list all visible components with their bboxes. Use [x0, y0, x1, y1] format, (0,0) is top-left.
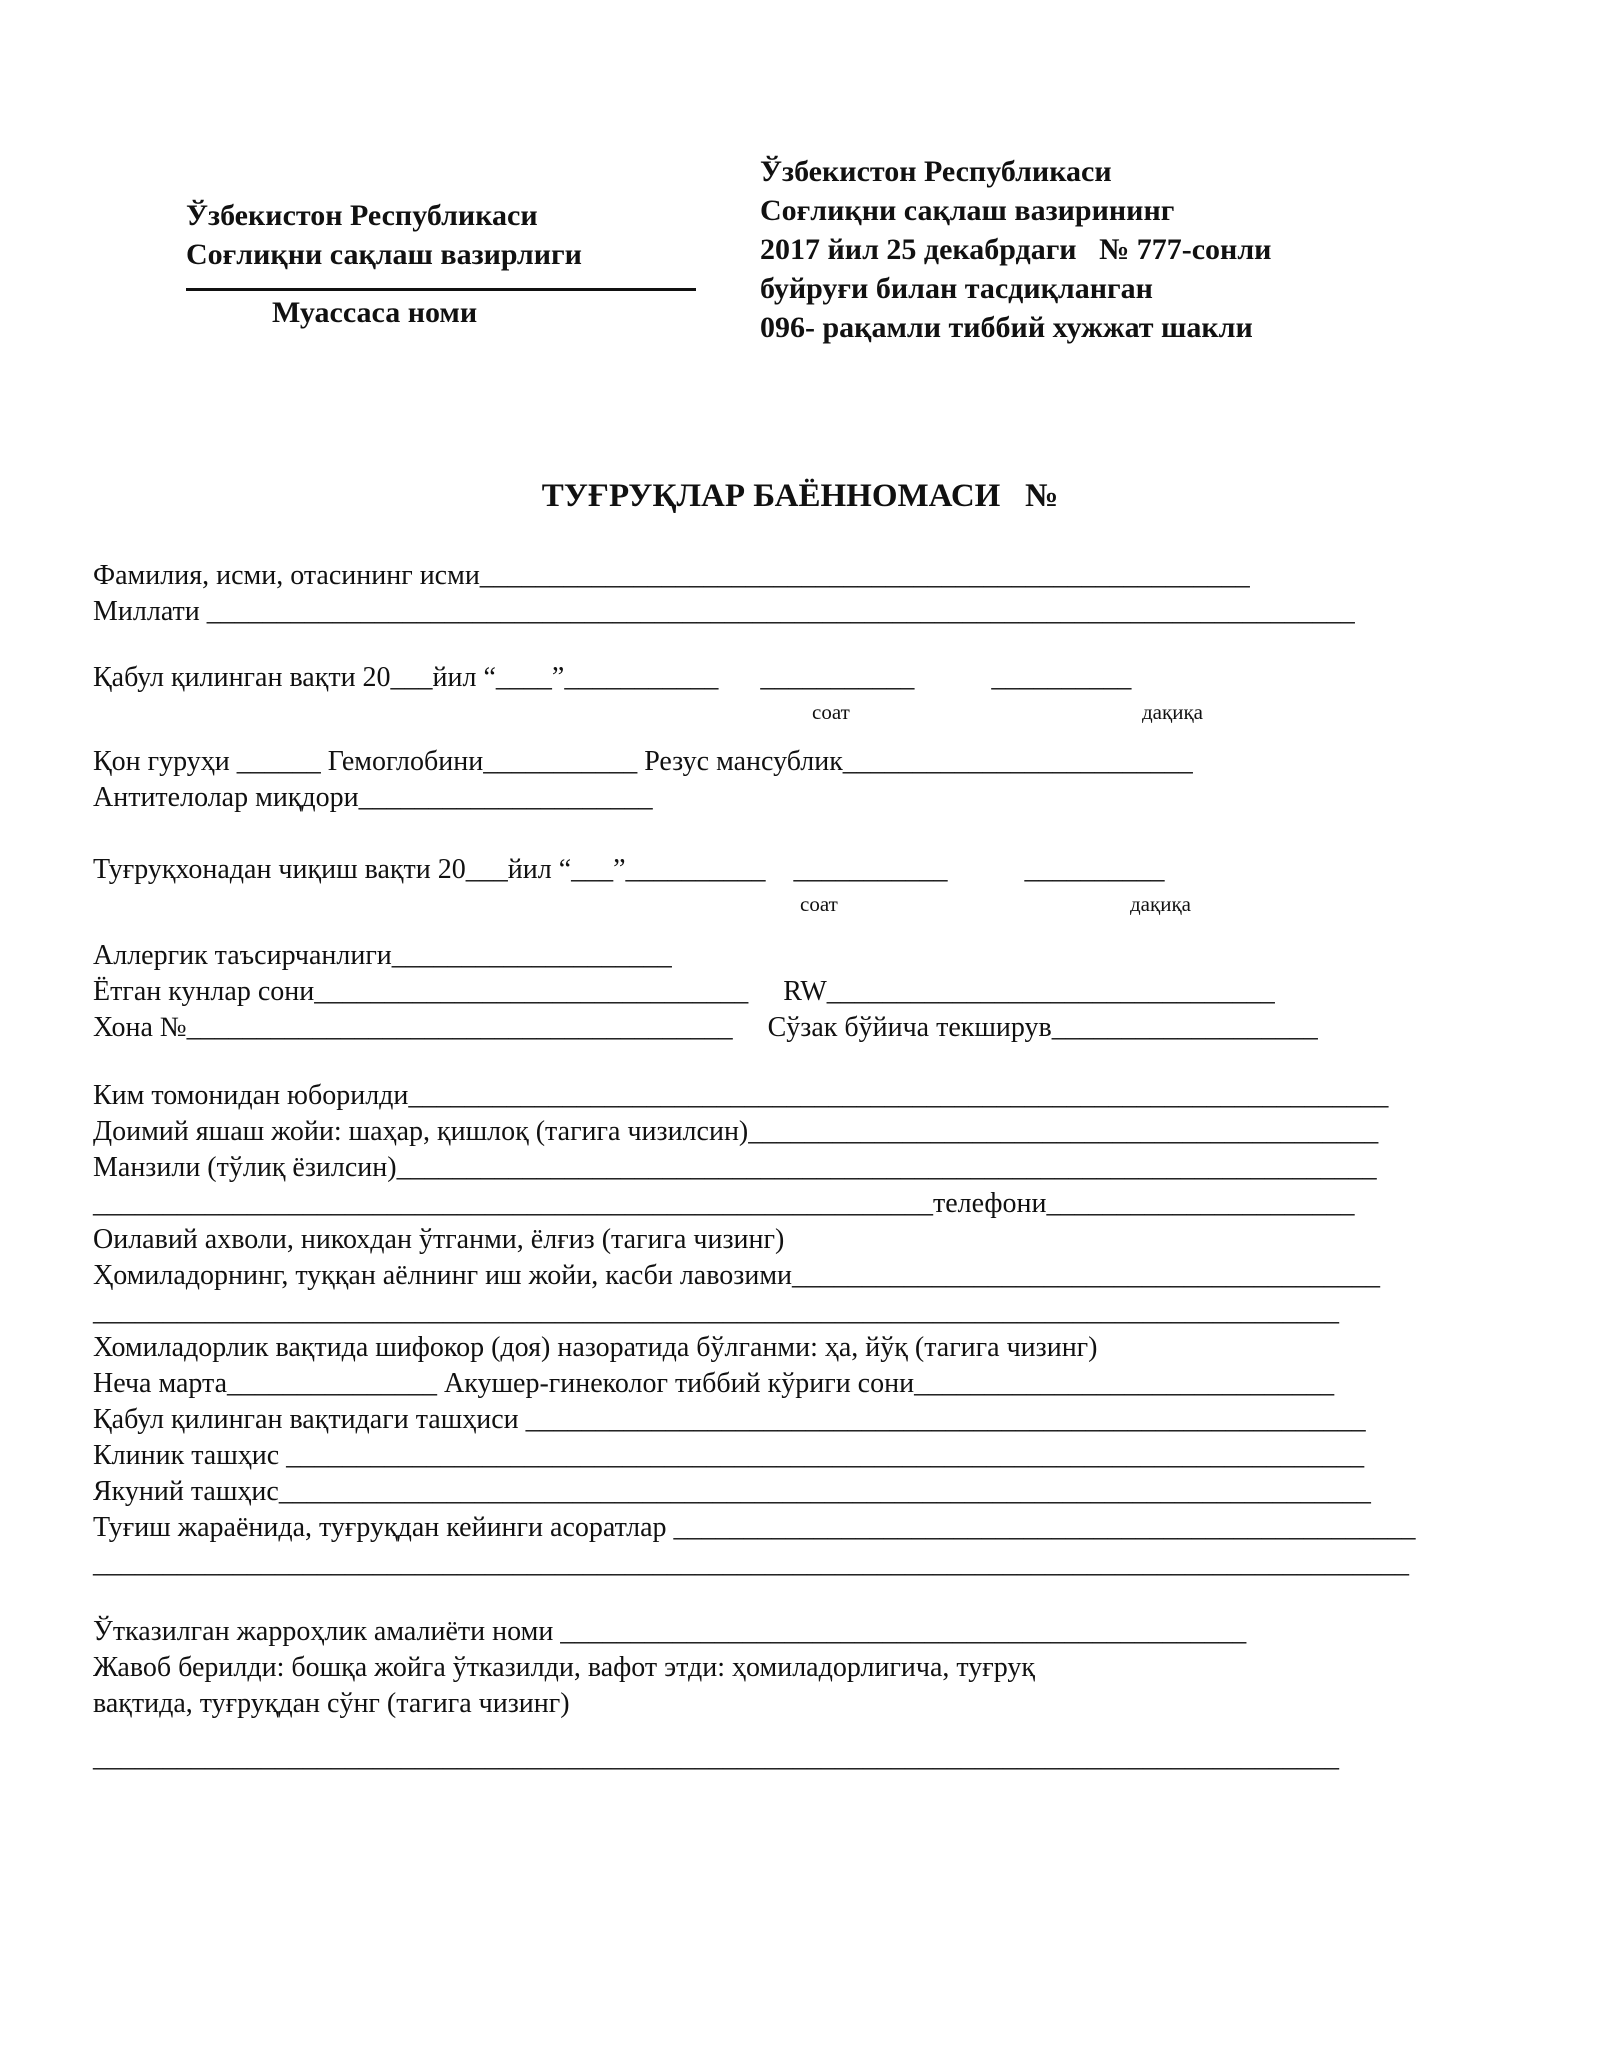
address-field[interactable]: Манзили (тўлиқ ёзилсин)______________________________________________________________________: [93, 1152, 1377, 1183]
admission-diagnosis-field[interactable]: Қабул қилинган вақтидаги ташҳиси ____________________________________________________________: [93, 1404, 1366, 1435]
approval-header: [760, 152, 1271, 347]
institution-name-field[interactable]: [186, 274, 696, 291]
header-right-line5: 096- рақамли тиббий хужжат шакли: [760, 311, 1253, 344]
header-right-line2: Соғлиқни сақлаш вазирининг: [760, 194, 1175, 227]
institution-name-label: Муассаса номи: [272, 296, 478, 329]
nationality-field[interactable]: Миллати __________________________________________________________________________________: [93, 596, 1355, 627]
blood-group-line[interactable]: Қон гуруҳи ______ Гемоглобини___________ Резус мансублик_________________________: [93, 746, 1193, 777]
workplace-field[interactable]: Ҳомиладорнинг, туққан аёлнинг иш жойи, касби лавозими__________________________________________: [93, 1260, 1381, 1291]
complications-continuation[interactable]: ______________________________________________________________________________________________: [93, 1548, 1409, 1579]
outcome-continuation[interactable]: _________________________________________________________________________________________: [93, 1742, 1339, 1773]
discharge-minute-label: дақиқа: [1130, 892, 1191, 916]
room-gonorrhea-line[interactable]: Хона №_______________________________________ Сўзак бўйича текширув___________________: [93, 1012, 1318, 1043]
header-right-line3: 2017 йил 25 декабрдаги № 777-сонли: [760, 233, 1272, 266]
admission-minute-label: дақиқа: [1142, 700, 1203, 724]
discharge-time-field[interactable]: Туғруқхонадан чиқиш вақти 20___йил “___”__________ ___________ __________: [93, 854, 1165, 885]
institution-header: [186, 196, 706, 332]
marital-status-line[interactable]: Оилавий ахволи, никохдан ўтганми, ёлғиз (тагига чизинг): [93, 1224, 785, 1255]
discharge-outcome-line2[interactable]: вақтида, туғруқдан сўнг (тагига чизинг): [93, 1688, 570, 1719]
header-right-line1: Ўзбекистон Республикаси: [760, 155, 1112, 188]
complications-field[interactable]: Туғиш жараёнида, туғруқдан кейинги асоратлар _____________________________________________________: [93, 1512, 1416, 1543]
final-diagnosis-field[interactable]: Якуний ташҳис______________________________________________________________________________: [93, 1476, 1371, 1507]
document-title: ТУҒРУҚЛАР БАЁННОМАСИ №: [541, 478, 1059, 514]
antibodies-field[interactable]: Антителолар миқдори_____________________: [93, 782, 653, 813]
full-name-field[interactable]: Фамилия, исми, отасининг исми_______________________________________________________: [93, 560, 1250, 591]
header-right-line4: буйруғи билан тасдиқланган: [760, 272, 1153, 305]
days-rw-line[interactable]: Ётган кунлар сони_______________________________ RW________________________________: [93, 976, 1275, 1007]
discharge-hour-label: соат: [800, 892, 838, 916]
allergy-field[interactable]: Аллергик таъсирчанлиги____________________: [93, 940, 672, 971]
discharge-outcome-line[interactable]: Жавоб берилди: бошқа жойга ўтказилди, вафот этди: ҳомиладорлигича, туғруқ: [93, 1652, 1035, 1683]
admission-time-field[interactable]: Қабул қилинган вақти 20___йил “____”___________ ___________ __________: [93, 662, 1132, 693]
prenatal-supervision-line[interactable]: Хомиладорлик вақтида шифокор (доя) назоратида бўлганми: ҳа, йўқ (тагига чизинг): [93, 1332, 1098, 1363]
admission-hour-label: соат: [812, 700, 850, 724]
referred-by-field[interactable]: Ким томонидан юборилди______________________________________________________________________: [93, 1080, 1389, 1111]
surgery-name-field[interactable]: Ўтказилган жарроҳлик амалиёти номи _________________________________________________: [93, 1616, 1247, 1647]
phone-line[interactable]: ____________________________________________________________телефони______________________: [93, 1188, 1355, 1219]
header-left-line1: Ўзбекистон Республикаси: [186, 199, 538, 232]
residence-field[interactable]: Доимий яшаш жойи: шаҳар, қишлоқ (тагига чизилсин)_____________________________________________: [93, 1116, 1379, 1147]
header-left-line2: Соғлиқни сақлаш вазирлиги: [186, 238, 582, 271]
clinical-diagnosis-field[interactable]: Клиник ташҳис _____________________________________________________________________________: [93, 1440, 1365, 1471]
workplace-continuation[interactable]: _________________________________________________________________________________________: [93, 1296, 1339, 1327]
visits-count-line[interactable]: Неча марта_______________ Акушер-гинеколог тиббий кўриги сони______________________________: [93, 1368, 1335, 1399]
